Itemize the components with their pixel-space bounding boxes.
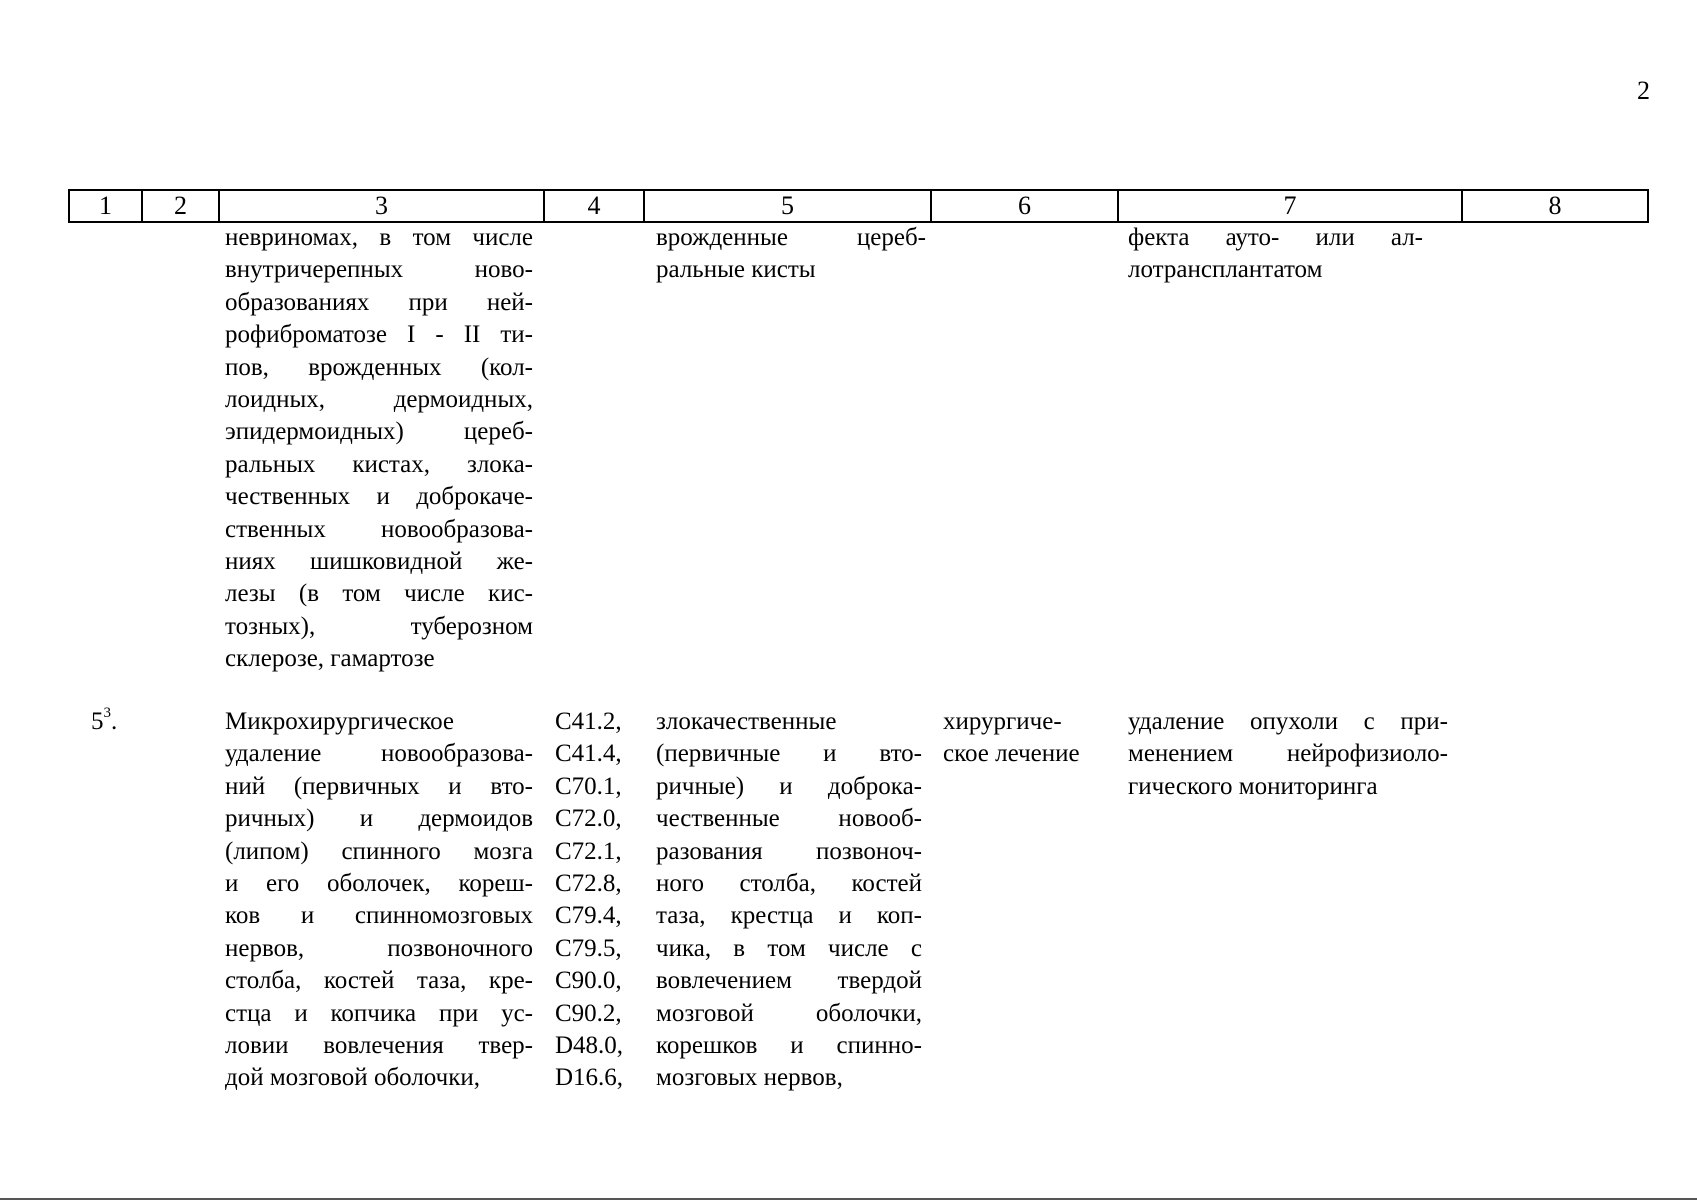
text-line: невриномах, в том числе [225, 224, 533, 251]
text-line: C70.1, [555, 772, 622, 800]
text-line: столба, костей таза, кре- [225, 967, 533, 995]
text-line: лоидных, дермоидных, [225, 386, 533, 414]
text-line: удаление новообразова- [225, 740, 533, 768]
column-header-1: 1 [69, 190, 142, 222]
text-line: C72.1, [555, 837, 622, 865]
text-line: дой мозговой оболочки, [225, 1064, 481, 1092]
text-line: эпидермоидных) цереб- [225, 418, 533, 446]
text-line: ловии вовлечения твер- [225, 1032, 533, 1060]
text-line: рофиброматозе I - II ти- [225, 321, 533, 349]
text-line: врожденные цереб- [656, 224, 926, 251]
text-line: вовлечением твердой [656, 967, 922, 995]
entry-number [91, 706, 151, 738]
text-line: C72.8, [555, 870, 622, 898]
text-line: чественные новооб- [656, 805, 922, 833]
column-header-8: 8 [1462, 190, 1648, 222]
text-line: разования позвоноч- [656, 837, 922, 865]
continuation-col7-text [1128, 222, 1423, 287]
text-line: стца и копчика при ус- [225, 999, 533, 1027]
text-line: (липом) спинного мозга [225, 837, 533, 865]
text-line: удаление опухоли с при- [1128, 708, 1448, 735]
text-line: D48.0, [555, 1032, 624, 1060]
page-number: 2 [1637, 76, 1650, 105]
text-line: ственных новообразова- [225, 515, 533, 543]
entry-number-superscript: 3 [103, 705, 111, 721]
text-line: лезы (в том числе кис- [225, 580, 533, 608]
text-line: (первичные и вто- [656, 740, 922, 768]
text-line: чика, в том числе с [656, 934, 922, 962]
text-line: нервов, позвоночного [225, 934, 533, 962]
text-line: внутричерепных ново- [225, 256, 533, 284]
text-line: злокачественные [656, 708, 837, 735]
entry-col3-method-text [225, 706, 533, 1095]
entry-col5-diagnosis-text [656, 706, 922, 1095]
text-line: C90.0, [555, 967, 622, 995]
column-number-header [68, 189, 1649, 223]
text-line: C79.4, [555, 902, 622, 930]
text-line: лотрансплантатом [1128, 256, 1323, 284]
text-line: ричных) и дермоидов [225, 805, 533, 833]
entry-col7-method-text [1128, 706, 1448, 803]
text-line: чественных и доброкаче- [225, 483, 533, 511]
text-line: ричные) и доброка- [656, 772, 922, 800]
text-line: ний (первичных и вто- [225, 772, 533, 800]
text-line: склерозе, гамартозе [225, 645, 435, 673]
continuation-col5-text [656, 222, 926, 287]
entry-number-main: 5 [91, 708, 104, 735]
column-header-6: 6 [931, 190, 1118, 222]
text-line: мозговой оболочки, [656, 999, 922, 1027]
text-line: ниях шишковидной же- [225, 548, 533, 576]
text-line: C41.2, [555, 708, 622, 735]
column-header-5: 5 [644, 190, 931, 222]
continuation-col3-text [225, 222, 533, 676]
text-line: ного столба, костей [656, 870, 922, 898]
text-line: менением нейрофизиоло- [1128, 740, 1448, 768]
text-line: ральных кистах, злока- [225, 450, 533, 478]
entry-col4-icd-codes [555, 706, 645, 1095]
text-line: пов, врожденных (кол- [225, 353, 533, 381]
text-line: корешков и спинно- [656, 1032, 922, 1060]
text-line: ральные кисты [656, 256, 816, 284]
text-line: C72.0, [555, 805, 622, 833]
text-line: и его оболочек, кореш- [225, 870, 533, 898]
column-header-3: 3 [219, 190, 544, 222]
column-header-2: 2 [142, 190, 219, 222]
text-line: Микрохирургическое [225, 708, 454, 735]
text-line: ское лечение [943, 740, 1080, 768]
text-line: образованиях при ней- [225, 288, 533, 316]
text-line: C90.2, [555, 999, 622, 1027]
text-line: таза, крестца и коп- [656, 902, 922, 930]
entry-col6-treatment-text [943, 706, 1111, 771]
text-line: мозговых нервов, [656, 1064, 843, 1092]
text-line: C41.4, [555, 740, 622, 768]
text-line: фекта ауто- или ал- [1128, 224, 1423, 251]
text-line: тозных), туберозном [225, 612, 533, 640]
text-line: D16.6, [555, 1064, 624, 1092]
column-header-4: 4 [544, 190, 644, 222]
text-line: хирургиче- [943, 708, 1062, 735]
text-line: ков и спинномозговых [225, 902, 533, 930]
column-header-7: 7 [1118, 190, 1462, 222]
text-line: гического мониторинга [1128, 772, 1378, 800]
text-line: C79.5, [555, 934, 622, 962]
entry-number-suffix: . [111, 708, 118, 735]
